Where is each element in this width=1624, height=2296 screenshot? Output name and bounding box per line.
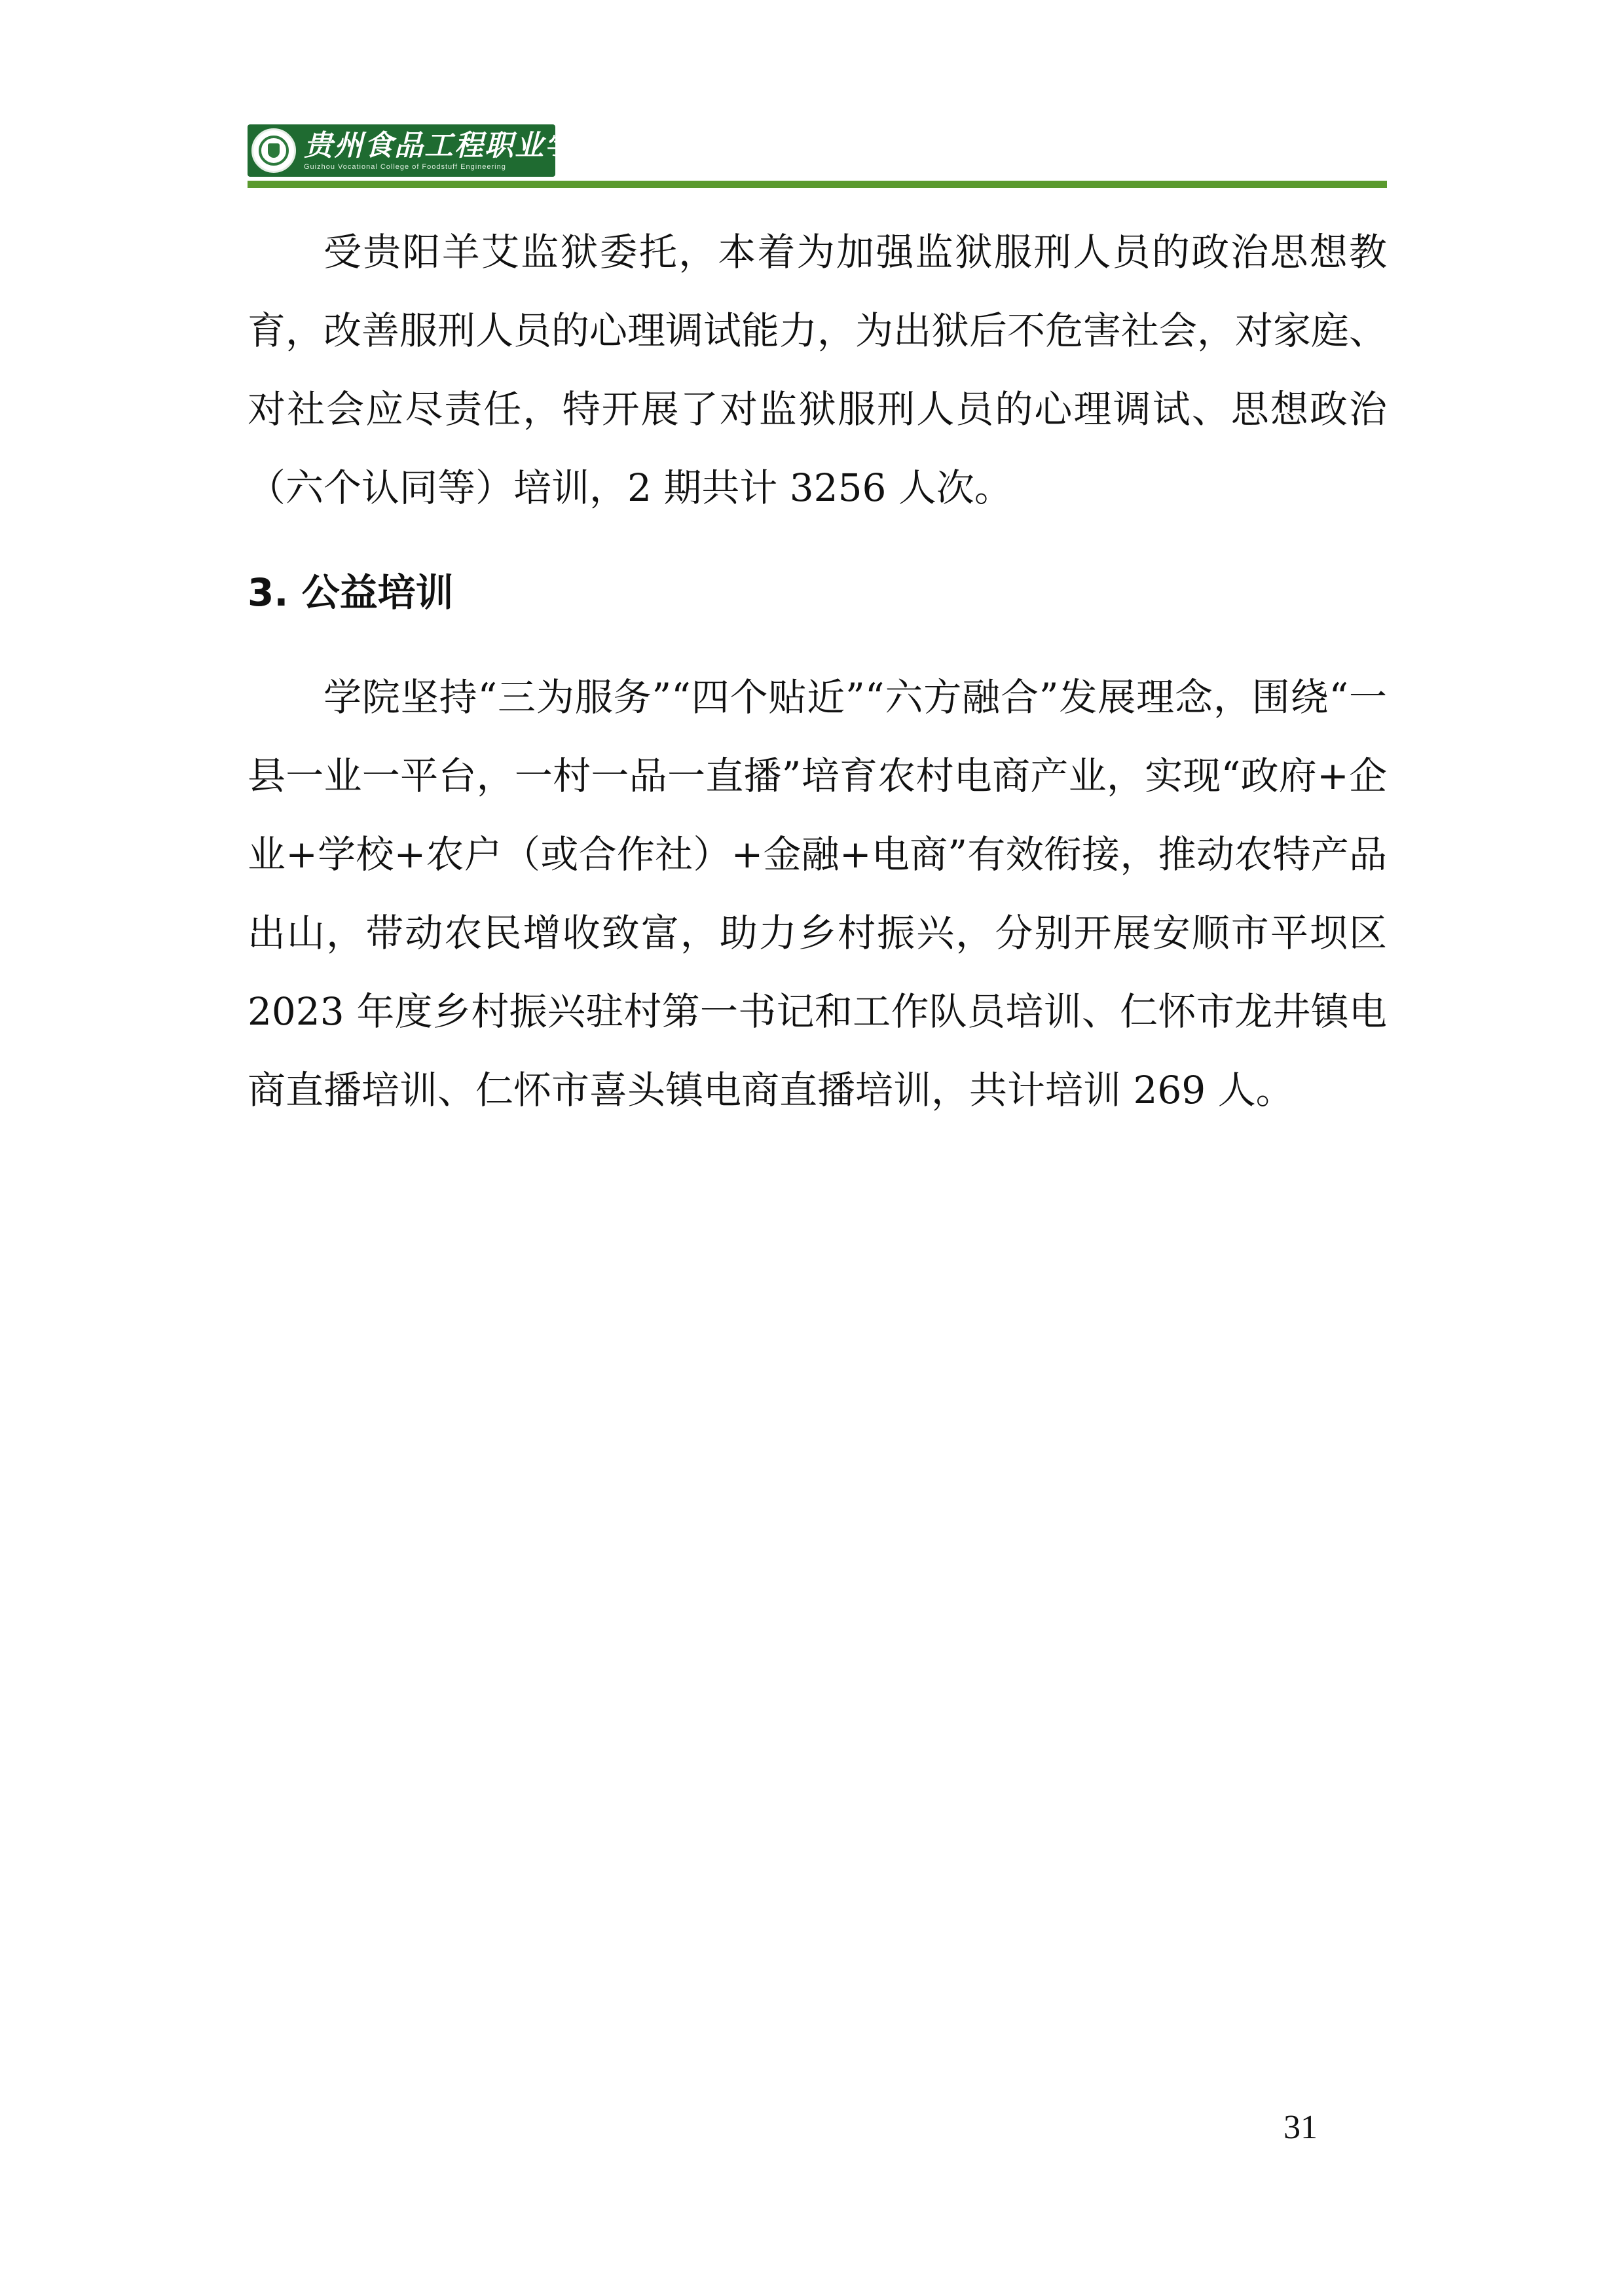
paragraph-prison-training: 受贵阳羊艾监狱委托，本着为加强监狱服刑人员的政治思想教育，改善服刑人员的心理调试能力，为出狱后不危害社会，对家庭、对社会应尽责任，特开展了对监狱服刑人员的心理调试、思想政治（六个认同等）培训，2 期共计 3256 人次。 bbox=[248, 230, 1388, 510]
page-content bbox=[248, 213, 1387, 1129]
college-seal-icon bbox=[251, 128, 296, 173]
logo-english-name: Guizhou Vocational College of Foodstuff Engineering bbox=[304, 163, 506, 171]
header-divider bbox=[248, 181, 1387, 188]
paragraph-public-training: 学院坚持“三为服务”“四个贴近”“六方融合”发展理念，围绕“一县一业一平台，一村一品一直播”培育农村电商产业，实现“政府+企业+学校+农户（或合作社）+金融+电商”有效衔接，推动农特产品出山，带动农民增收致富，助力乡村振兴，分别开展安顺市平坝区 2023 年度乡村振兴驻村第一书记和工作队员培训、仁怀市龙井镇电商直播培训、仁怀市喜头镇电商直播培训，共计培训 269 人。 bbox=[248, 675, 1387, 1112]
page-number: 31 bbox=[1283, 2109, 1318, 2146]
section-heading-public-training: 3. 公益培训 bbox=[248, 570, 454, 615]
page-header bbox=[248, 124, 1387, 190]
logo-text bbox=[304, 130, 605, 172]
college-logo bbox=[248, 124, 605, 177]
logo-chinese-name: 贵州食品工程职业学院 bbox=[304, 129, 605, 162]
